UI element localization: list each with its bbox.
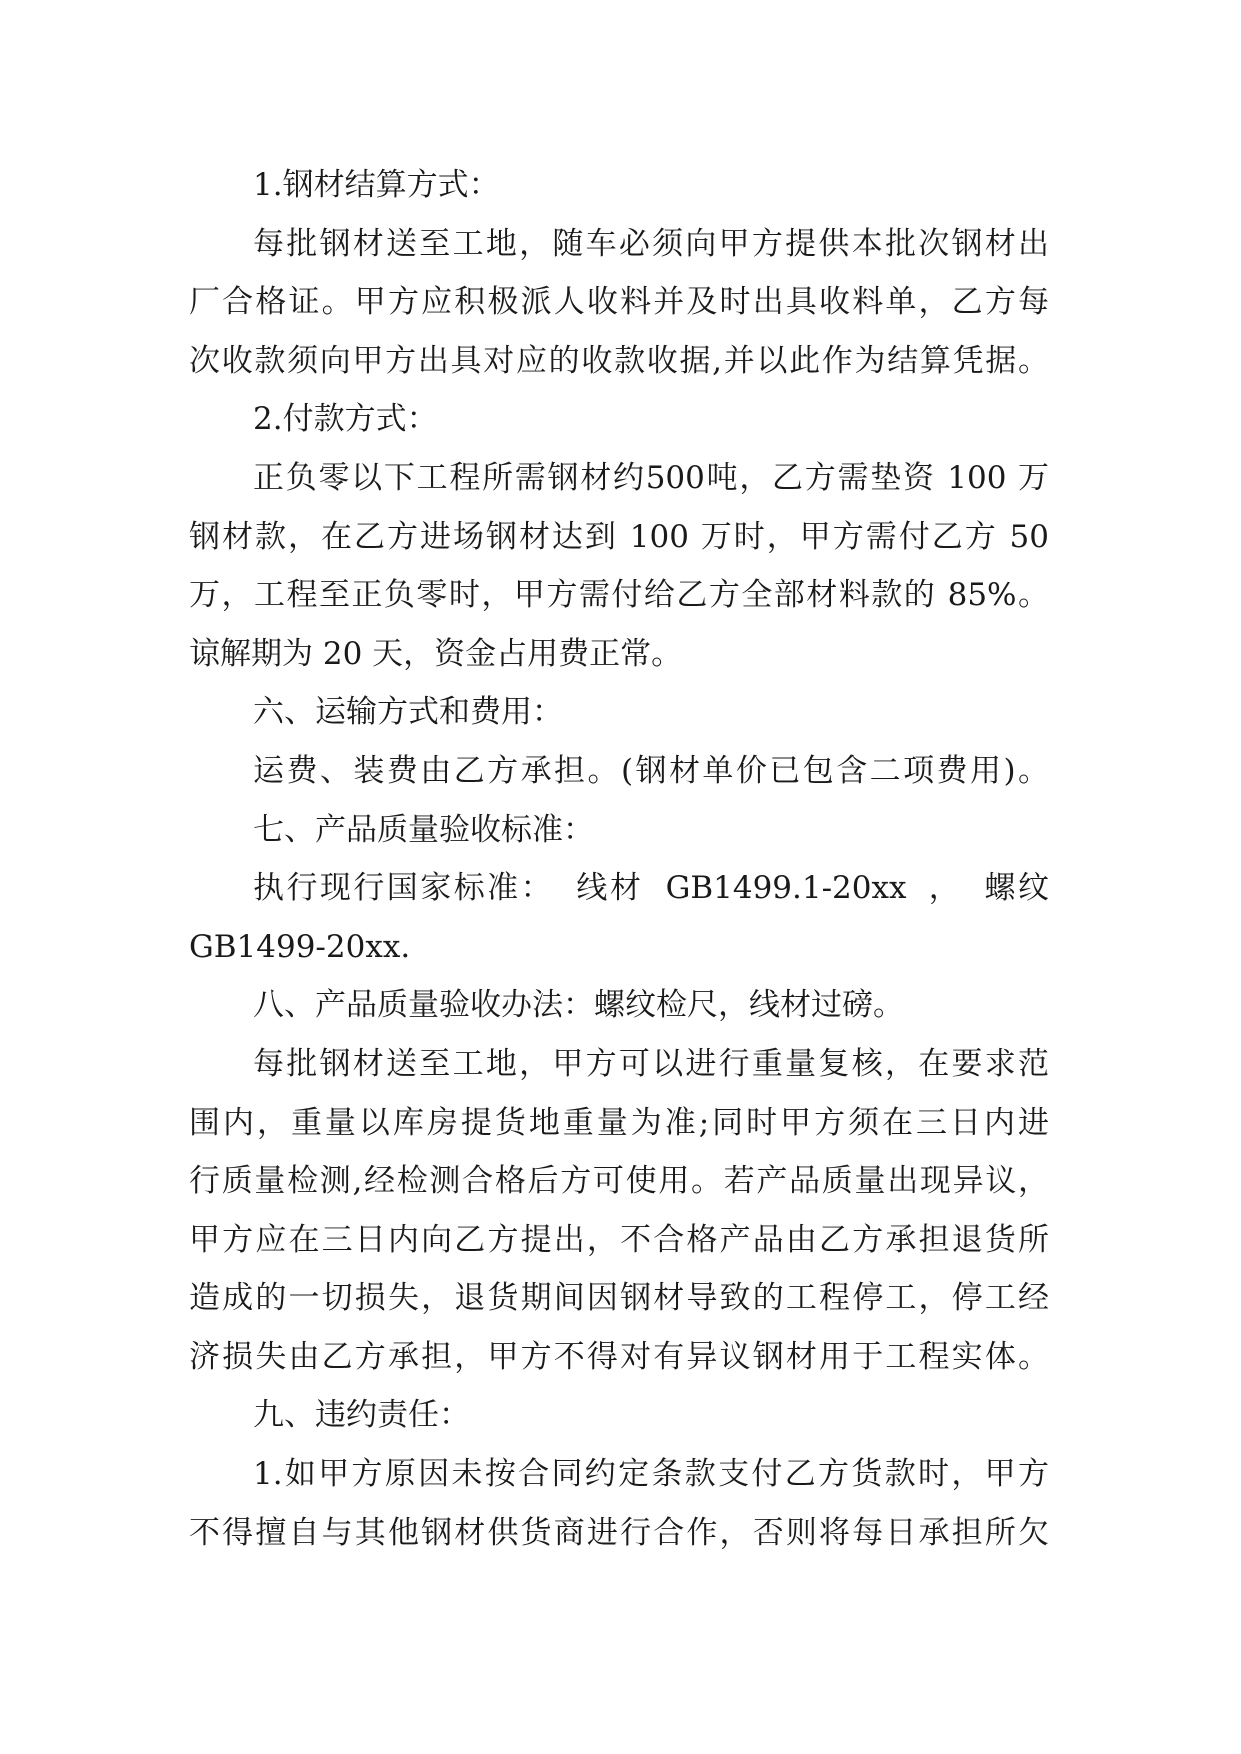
document-body: [189, 156, 1049, 1562]
text-line: 造成的一切损失，退货期间因钢材导致的工程停工，停工经: [189, 1280, 1049, 1317]
text-line: 每批钢材送至工地，甲方可以进行重量复核，在要求范: [253, 1045, 1049, 1082]
text-line: 六、运输方式和费用：: [253, 694, 563, 731]
text-line: 谅解期为 20 天，资金占用费正常。: [189, 635, 683, 672]
text-line: 2.付款方式：: [253, 401, 438, 438]
text-line: 行质量检测,经检测合格后方可使用。若产品质量出现异议，: [189, 1163, 1049, 1200]
text-line: 甲方应在三日内向乙方提出，不合格产品由乙方承担退货所: [189, 1221, 1049, 1258]
text-line: GB1499-20xx.: [189, 928, 411, 965]
text-line: 运费、装费由乙方承担。(钢材单价已包含二项费用)。: [253, 752, 1049, 789]
text-line: 正负零以下工程所需钢材约500吨，乙方需垫资 100 万: [253, 459, 1049, 496]
text-line: 执行现行国家标准： 线材 GB1499.1-20xx ， 螺纹: [253, 870, 1049, 907]
text-line: 厂合格证。甲方应积极派人收料并及时出具收料单，乙方每: [189, 284, 1049, 321]
text-line: 钢材款，在乙方进场钢材达到 100 万时，甲方需付乙方 50: [189, 518, 1049, 555]
text-line: 次收款须向甲方出具对应的收款收据,并以此作为结算凭据。: [189, 342, 1049, 379]
text-line: 每批钢材送至工地，随车必须向甲方提供本批次钢材出: [253, 225, 1049, 262]
text-line: 不得擅自与其他钢材供货商进行合作，否则将每日承担所欠: [189, 1514, 1049, 1551]
text-line: 围内，重量以库房提货地重量为准;同时甲方须在三日内进: [189, 1104, 1049, 1141]
text-line: 万，工程至正负零时，甲方需付给乙方全部材料款的 85%。: [189, 577, 1049, 614]
text-line: 九、违约责任：: [253, 1397, 470, 1434]
text-line: 七、产品质量验收标准：: [253, 811, 594, 848]
text-line: 济损失由乙方承担，甲方不得对有异议钢材用于工程实体。: [189, 1338, 1049, 1375]
text-line: 1.钢材结算方式：: [253, 167, 500, 203]
text-line: 1.如甲方原因未按合同约定条款支付乙方货款时，甲方: [253, 1456, 1049, 1493]
text-line: 八、产品质量验收办法：螺纹检尺，线材过磅。: [253, 987, 904, 1024]
